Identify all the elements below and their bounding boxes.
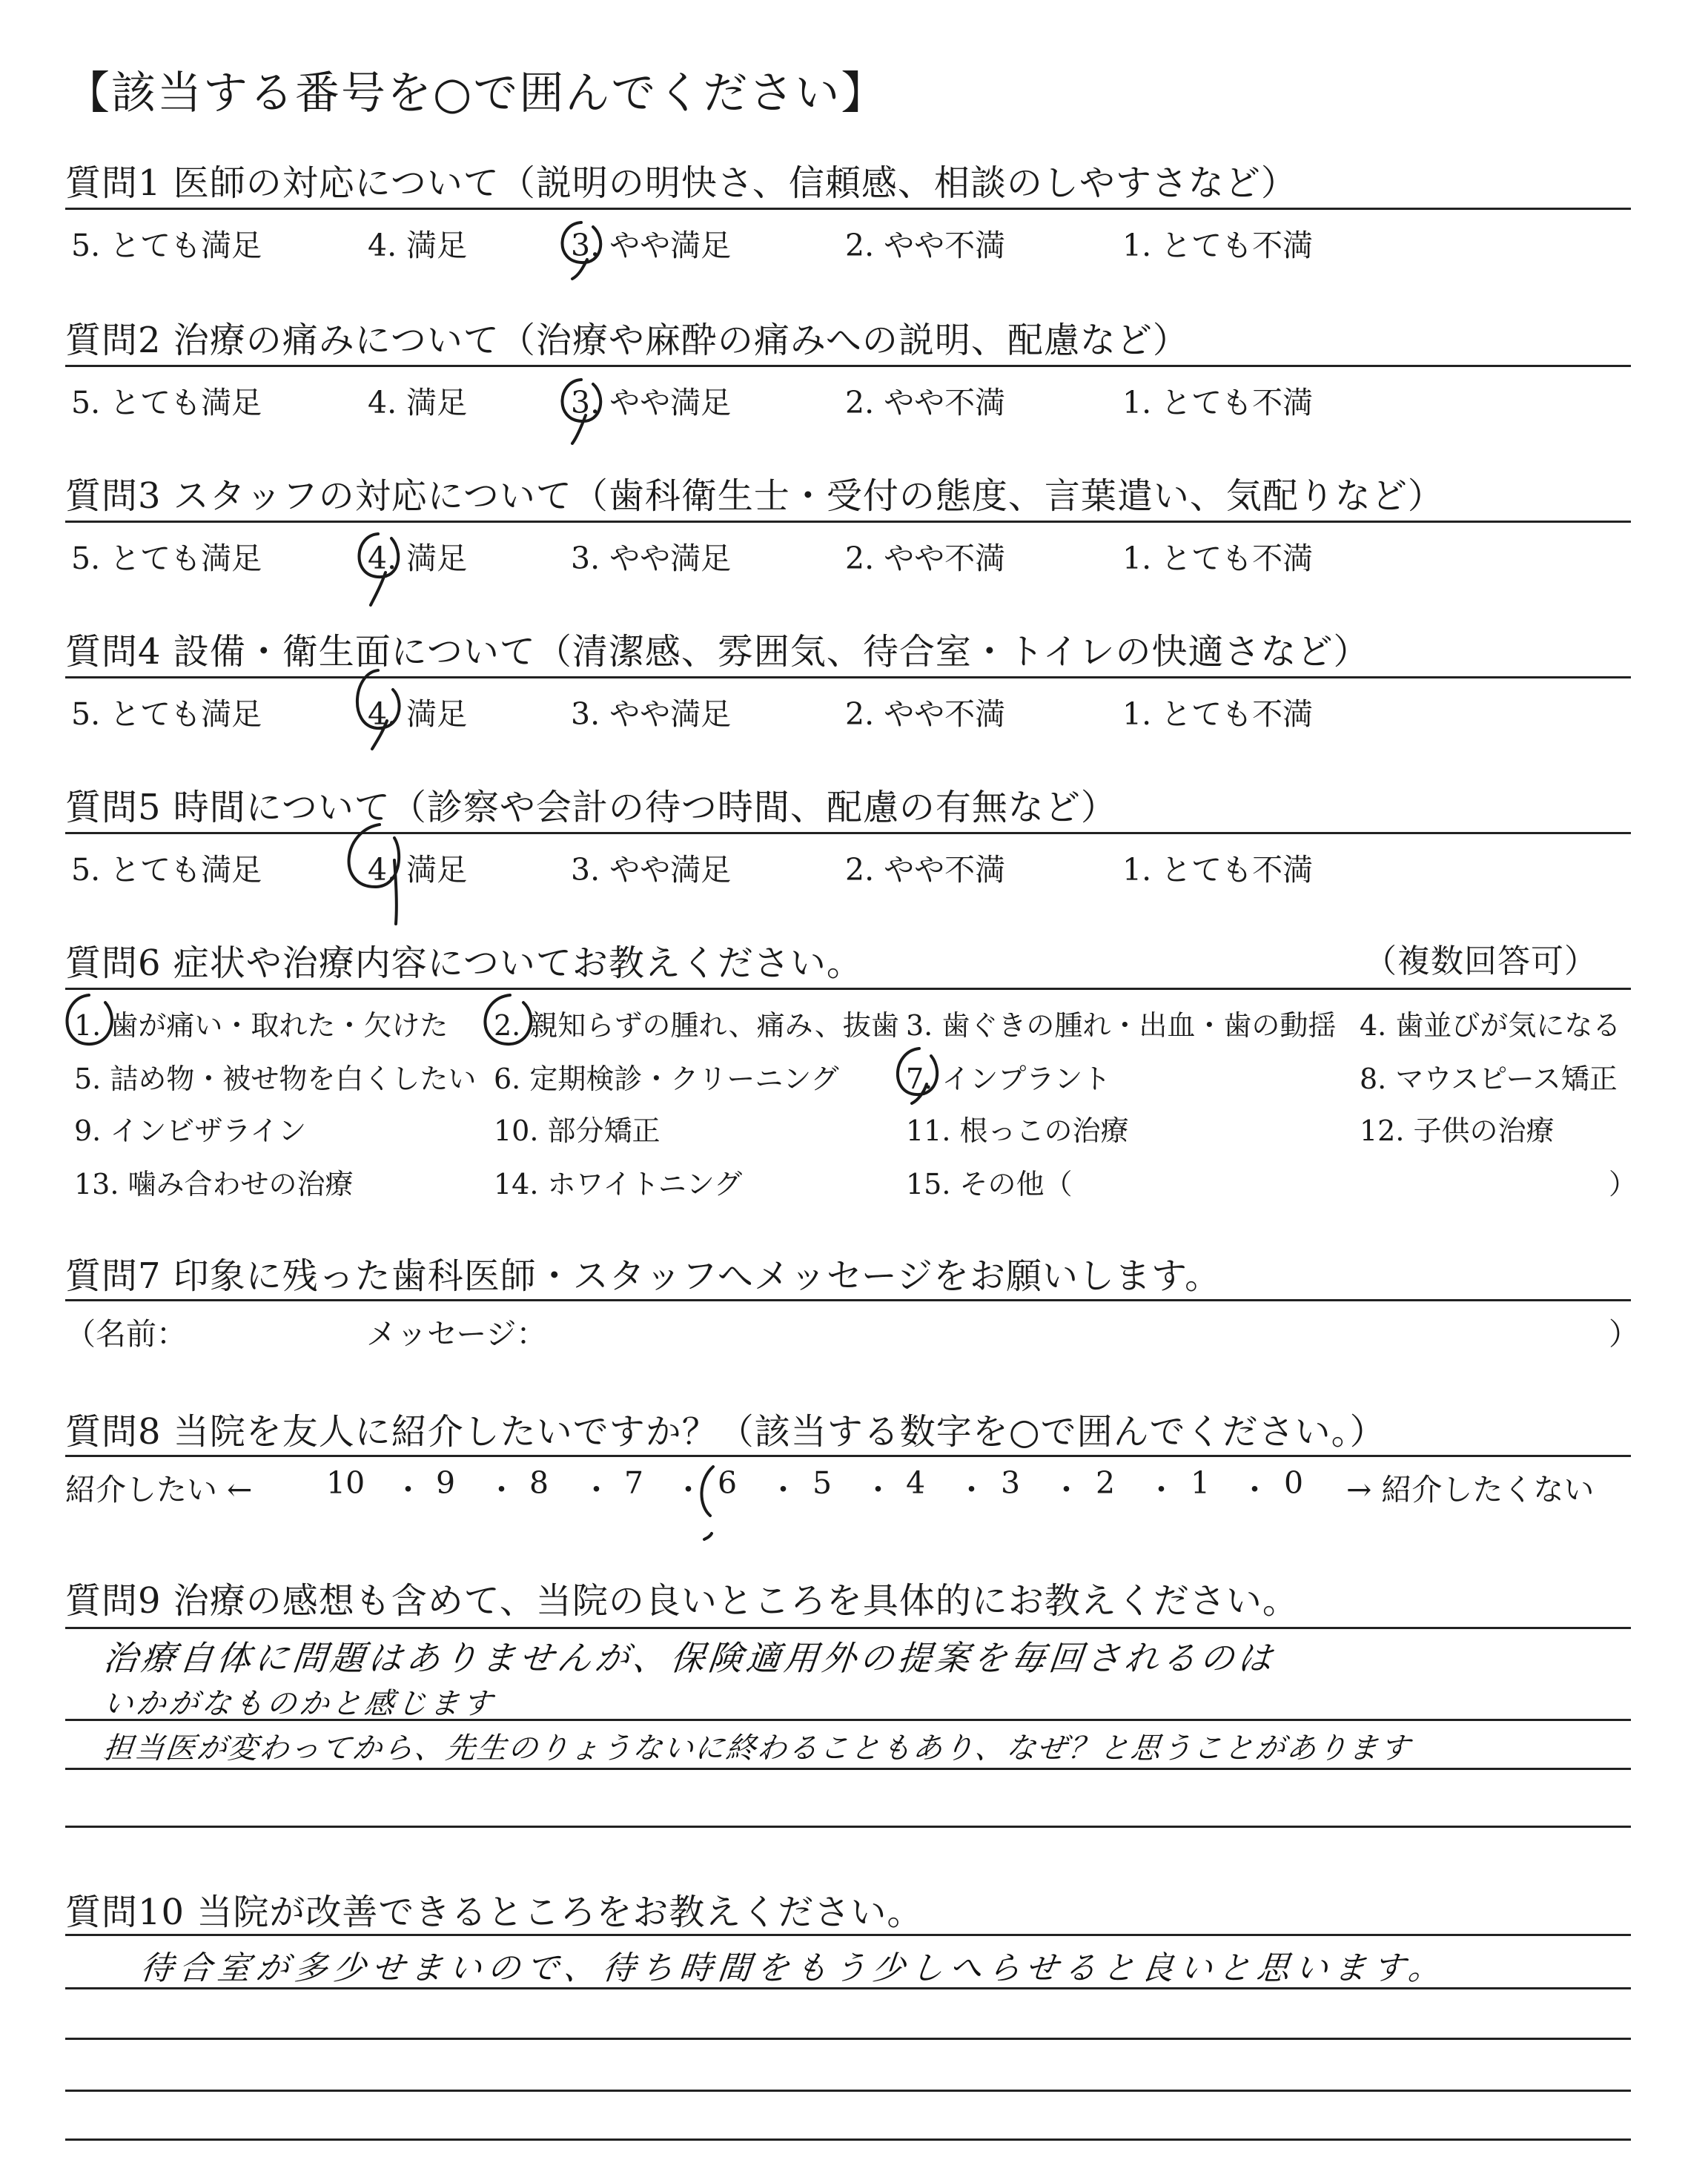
q6-item-2[interactable]: 2. 親知らずの腫れ、痛み、抜歯 <box>494 1009 899 1042</box>
q2-circle-mark <box>562 380 600 443</box>
q6-item-4[interactable]: 4. 歯並びが気になる <box>1360 1009 1621 1042</box>
question-6-label: 質問6 症状や治療内容についてお教えください。 <box>65 942 863 984</box>
q6-item-7-circle-mark <box>898 1048 937 1103</box>
q2-option-4[interactable]: 4. 満足 <box>368 385 468 420</box>
scale-0[interactable]: 0 <box>1284 1465 1304 1501</box>
recommend-right-label: → 紹介したくない <box>1346 1472 1595 1507</box>
question-5-label: 質問5 時間について（診察や会計の待つ時間、配慮の有無など） <box>65 787 1117 828</box>
q2-option-2[interactable]: 2. やや不満 <box>845 385 1006 420</box>
q4-option-3[interactable]: 3. やや満足 <box>571 696 732 732</box>
q6-item-2-circle-mark <box>485 995 531 1044</box>
q6-item-15[interactable]: 15. その他（ <box>906 1168 1073 1200</box>
question-9-label: 質問9 治療の感想も含めて、当院の良いところを具体的にお教えください。 <box>65 1580 1299 1622</box>
q4-option-4[interactable]: 4. 満足 <box>368 696 468 732</box>
scale-3[interactable]: 3 <box>1001 1465 1021 1501</box>
recommend-left-label: 紹介したい ← <box>65 1472 253 1507</box>
q1-option-1[interactable]: 1. とても不満 <box>1122 228 1314 263</box>
q6-item-10[interactable]: 10. 部分矯正 <box>494 1114 661 1147</box>
scale-4[interactable]: 4 <box>906 1465 926 1501</box>
q6-item-1[interactable]: 1. 歯が痛い・取れた・欠けた <box>74 1009 448 1042</box>
q3-option-3[interactable]: 3. やや満足 <box>571 541 732 576</box>
q6-item-3[interactable]: 3. 歯ぐきの腫れ・出血・歯の動揺 <box>906 1009 1337 1042</box>
message-label: メッセージ： <box>366 1316 547 1352</box>
q6-item-14[interactable]: 14. ホワイトニング <box>494 1168 743 1200</box>
q6-item-11[interactable]: 11. 根っこの治療 <box>906 1114 1129 1147</box>
question-8-label: 質問8 当院を友人に紹介したいですか？（該当する数字を○で囲んでください。） <box>65 1411 1386 1453</box>
q1-option-2[interactable]: 2. やや不満 <box>845 228 1006 263</box>
page-title: 【該当する番号を○で囲んでください】 <box>65 67 887 119</box>
q3-option-4[interactable]: 4. 満足 <box>368 541 468 576</box>
q6-item-12[interactable]: 12. 子供の治療 <box>1360 1114 1555 1147</box>
scale-6[interactable]: 6 <box>718 1465 738 1501</box>
scale-2[interactable]: 2 <box>1096 1465 1116 1501</box>
q5-option-2[interactable]: 2. やや不満 <box>845 852 1006 888</box>
q1-option-4[interactable]: 4. 満足 <box>368 228 468 263</box>
q4-option-1[interactable]: 1. とても不満 <box>1122 696 1314 732</box>
q9-handwritten-line-2: いかがなものかと感じます <box>102 1687 497 1721</box>
question-4-label: 質問4 設備・衛生面について（清潔感、雰囲気、待合室・トイレの快適さなど） <box>65 631 1370 673</box>
question-10-label: 質問10 当院が改善できるところをお教えください。 <box>65 1892 924 1933</box>
q1-option-5[interactable]: 5. とても満足 <box>71 228 262 263</box>
q3-option-2[interactable]: 2. やや不満 <box>845 541 1006 576</box>
q4-option-5[interactable]: 5. とても満足 <box>71 696 262 732</box>
name-label: （名前： <box>65 1316 187 1352</box>
q10-handwritten-line-1: 待合室が多少せまいので、待ち時間をもう少しへらせると良いと思います。 <box>138 1949 1449 1987</box>
q3-option-5[interactable]: 5. とても満足 <box>71 541 262 576</box>
scale-7[interactable]: 7 <box>624 1465 644 1501</box>
scale-8[interactable]: 8 <box>529 1465 549 1501</box>
q6-item-7[interactable]: 7. インプラント <box>906 1063 1111 1095</box>
q3-circle-mark <box>359 534 398 605</box>
q2-option-1[interactable]: 1. とても不満 <box>1122 385 1314 420</box>
q3-option-1[interactable]: 1. とても不満 <box>1122 541 1314 576</box>
q1-circle-mark <box>562 222 600 279</box>
q6-item-1-circle-mark <box>67 995 111 1044</box>
q5-circle-mark <box>349 825 400 924</box>
q2-option-5[interactable]: 5. とても満足 <box>71 385 262 420</box>
q6-item-5[interactable]: 5. 詰め物・被せ物を白くしたい <box>74 1063 477 1095</box>
q6-item-6[interactable]: 6. 定期検診・クリーニング <box>494 1063 839 1095</box>
message-close: ） <box>1609 1316 1639 1352</box>
q1-option-3[interactable]: 3. やや満足 <box>571 228 732 263</box>
multiple-answer-note: （複数回答可） <box>1364 942 1598 980</box>
q8-circle-mark <box>701 1467 713 1539</box>
q5-option-1[interactable]: 1. とても不満 <box>1122 852 1314 888</box>
q9-handwritten-line-3: 担当医が変わってから、先生のりょうないに終わることもあり、なぜ？と思うことがあります <box>102 1731 1413 1766</box>
scale-5[interactable]: 5 <box>812 1465 833 1501</box>
q4-circle-mark <box>357 670 400 749</box>
q6-item-8[interactable]: 8. マウスピース矯正 <box>1360 1063 1618 1095</box>
scale-10[interactable]: 10 <box>326 1465 365 1501</box>
scale-9[interactable]: 9 <box>436 1465 456 1501</box>
q5-option-3[interactable]: 3. やや満足 <box>571 852 732 888</box>
question-1-label: 質問1 医師の対応について（説明の明快さ、信頼感、相談のしやすさなど） <box>65 162 1297 204</box>
q2-option-3[interactable]: 3. やや満足 <box>571 385 732 420</box>
q9-handwritten-line-1: 治療自体に問題はありませんが、保険適用外の提案を毎回されるのは <box>101 1638 1278 1678</box>
scale-1[interactable]: 1 <box>1191 1465 1211 1501</box>
question-7-label: 質問7 印象に残った歯科医師・スタッフへメッセージをお願いします。 <box>65 1255 1222 1297</box>
q5-option-5[interactable]: 5. とても満足 <box>71 852 262 888</box>
q6-item-15-close: ） <box>1609 1168 1638 1200</box>
q6-item-13[interactable]: 13. 噛み合わせの治療 <box>74 1168 354 1200</box>
q5-option-4[interactable]: 4. 満足 <box>368 852 468 888</box>
q6-item-9[interactable]: 9. インビザライン <box>74 1114 307 1147</box>
question-3-label: 質問3 スタッフの対応について（歯科衛生士・受付の態度、言葉遣い、気配りなど） <box>65 475 1444 517</box>
q4-option-2[interactable]: 2. やや不満 <box>845 696 1006 732</box>
question-2-label: 質問2 治療の痛みについて（治療や麻酔の痛みへの説明、配慮など） <box>65 320 1189 361</box>
